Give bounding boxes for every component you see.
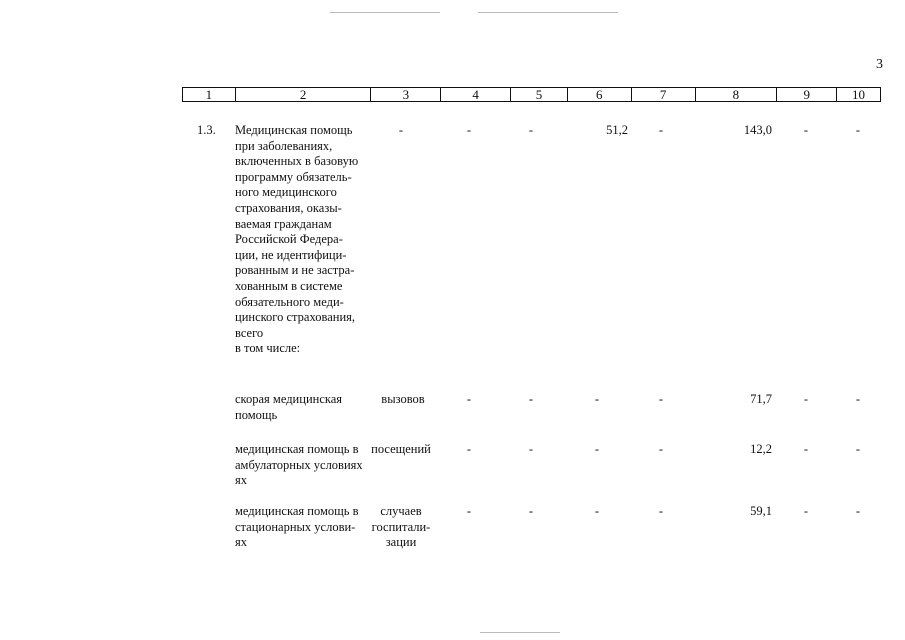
label-line: программу обязатель- bbox=[235, 169, 352, 184]
cell-col-9: - bbox=[803, 504, 809, 518]
unit-line: зации bbox=[385, 535, 417, 550]
header-col-6: 6 bbox=[567, 88, 631, 101]
page-number: 3 bbox=[876, 57, 883, 72]
cell-col-9: - bbox=[803, 442, 809, 456]
header-col-2: 2 bbox=[235, 88, 371, 101]
cell-col-5: - bbox=[528, 123, 534, 137]
header-col-8: 8 bbox=[695, 88, 777, 101]
cell-col-4: - bbox=[466, 392, 472, 406]
cell-unit bbox=[370, 504, 432, 551]
cell-col-6: - bbox=[594, 504, 600, 518]
scan-artifact bbox=[480, 632, 560, 633]
cell-col-4: - bbox=[466, 442, 472, 456]
unit-line: случаев bbox=[380, 504, 422, 518]
header-col-5: 5 bbox=[510, 88, 567, 101]
cell-col-7: - bbox=[658, 442, 664, 456]
cell-col-10: - bbox=[855, 442, 861, 456]
row-label bbox=[235, 392, 363, 423]
row-label bbox=[235, 123, 363, 357]
row-label bbox=[235, 442, 363, 489]
label-line: скорая медицинская bbox=[235, 392, 343, 406]
cell-col-7: - bbox=[658, 392, 664, 406]
label-line: ях bbox=[235, 535, 247, 550]
cell-col-9: - bbox=[803, 392, 809, 406]
row-code: 1.3. bbox=[197, 123, 216, 137]
cell-col-6: - bbox=[594, 392, 600, 406]
cell-col-6: - bbox=[594, 442, 600, 456]
cell-col-7: - bbox=[658, 504, 664, 518]
cell-col-5: - bbox=[528, 504, 534, 518]
cell-col-4: - bbox=[466, 123, 472, 137]
cell-col-8: 71,7 bbox=[750, 392, 772, 406]
label-line: страхования, оказы- bbox=[235, 200, 342, 215]
label-line: обязательного меди- bbox=[235, 294, 344, 309]
label-line: в том числе: bbox=[235, 341, 301, 356]
label-line: стационарных услови- bbox=[235, 519, 356, 534]
cell-col-9: - bbox=[803, 123, 809, 137]
label-line: Российской Федера- bbox=[235, 232, 343, 247]
unit-line: госпитали- bbox=[371, 519, 431, 534]
label-line: ного медицинского bbox=[235, 185, 337, 200]
scan-artifact bbox=[330, 12, 440, 13]
row-label bbox=[235, 504, 363, 551]
cell-col-7: - bbox=[658, 123, 664, 137]
scan-artifact bbox=[478, 12, 618, 13]
cell-unit: посещений bbox=[371, 442, 431, 456]
cell-col-6: 51,2 bbox=[606, 123, 628, 137]
cell-col-4: - bbox=[466, 504, 472, 518]
cell-unit: вызовов bbox=[381, 392, 425, 406]
header-col-3: 3 bbox=[370, 88, 440, 101]
cell-col-8: 59,1 bbox=[750, 504, 772, 518]
cell-col-10: - bbox=[855, 123, 861, 137]
label-line: хованным в системе bbox=[235, 278, 343, 293]
label-line: при заболеваниях, bbox=[235, 138, 333, 153]
cell-col-8: 143,0 bbox=[743, 123, 772, 137]
label-line: ях bbox=[235, 473, 247, 488]
label-line: помощь bbox=[235, 407, 278, 422]
cell-col-5: - bbox=[528, 442, 534, 456]
label-line: включенных в базовую bbox=[235, 154, 359, 169]
cell-col-10: - bbox=[855, 504, 861, 518]
cell-unit: - bbox=[398, 123, 404, 137]
label-line: всего bbox=[235, 325, 264, 340]
cell-col-5: - bbox=[528, 392, 534, 406]
label-line: медицинская помощь в bbox=[235, 504, 359, 518]
label-line: амбулаторных условиях bbox=[235, 457, 363, 472]
header-col-9: 9 bbox=[776, 88, 836, 101]
cell-col-10: - bbox=[855, 392, 861, 406]
column-number-header bbox=[182, 87, 881, 102]
label-line: ции, не идентифици- bbox=[235, 247, 347, 262]
header-col-10: 10 bbox=[836, 88, 880, 101]
cell-col-8: 12,2 bbox=[750, 442, 772, 456]
label-line: Медицинская помощь bbox=[235, 123, 353, 137]
label-line: рованным и не застра- bbox=[235, 263, 355, 278]
header-col-7: 7 bbox=[631, 88, 695, 101]
header-col-4: 4 bbox=[440, 88, 510, 101]
label-line: ваемая гражданам bbox=[235, 216, 332, 231]
label-line: медицинская помощь в bbox=[235, 442, 359, 456]
label-line: цинского страхования, bbox=[235, 310, 356, 325]
header-col-1: 1 bbox=[205, 87, 213, 102]
